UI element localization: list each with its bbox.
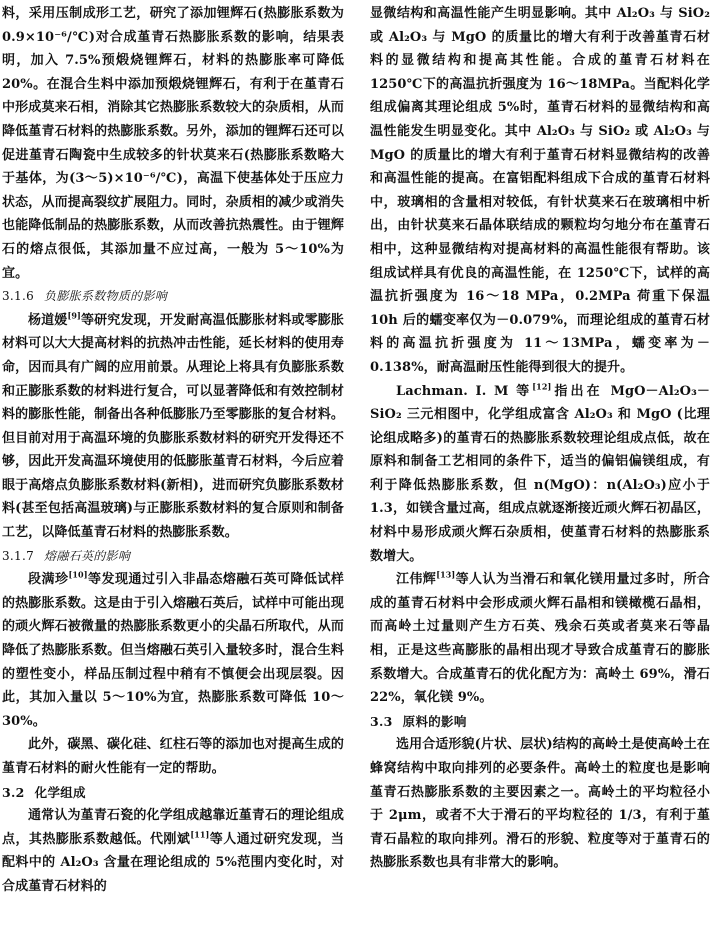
subsection-heading: [2, 545, 344, 569]
body-paragraph: 江伟辉[13]等人认为当滑石和氧化镁用量过多时，所合成的堇青石材料中会形成顽火辉石晶相和镁橄榄石晶相，而高岭土过量则产生方石英、残余石英或者莫来石等晶相，正是这些高膨胀的晶相出现才导致合成堇青石的膨胀系数增大。合成堇青石的优化配方为：高岭土 69%，滑石 22%，氧化镁 9%。: [370, 569, 710, 706]
citation-marker: [10]: [68, 569, 88, 580]
body-paragraph: 通常认为堇青石瓷的化学组成越靠近堇青石的理论组成点，其热膨胀系数越低。代刚斌[11]等人通过研究发现，当配料中的 Al₂O₃ 含量在理论组成的 5%范围内变化时，对合成堇青石材料的: [2, 808, 344, 894]
citation-marker: [11]: [190, 829, 210, 840]
heading-number: 3.2: [2, 784, 25, 800]
body-paragraph: 段满珍[10]等发现通过引入非晶态熔融石英可降低试样的热膨胀系数。这是由于引入熔融石英后，试样中可能出现的顽火辉石被微量的热膨胀系数更小的尖晶石所取代，从而降低了热膨胀系数。但当熔融石英引入量较多时，混合生料的塑性变小，样品压制过程中稍有不慎便会出现层裂。因此，其加入量以 5～10%为宜，热膨胀系数可降低 10～30%。: [2, 569, 344, 729]
body-paragraph: 显微结构和高温性能产生明显影响。其中 Al₂O₃ 与 SiO₂ 或 Al₂O₃ 与 MgO 的质量比的增大有利于改善堇青石材料的显微结构和提高其性能。合成的堇青石材料在 1250℃下的高温抗折强度为 16～18MPa。当配料化学组成偏离其理论组成 5%时，堇青石材料的显微结构和高温性能发生明显变化。其中 Al₂O₃ 与 SiO₂ 或 Al₂O₃ 与 MgO 的质量比的增大有利于堇青石材料显微结构的改善和高温性能的提高。在富铝配料组成下合成的堇青石材料中，玻璃相的含量相对较低，有针状莫来石在玻璃相中析出，由针状莫来石晶体联结成的颗粒均匀地分布在堇青石相中，这种显微结构对提高材料的高温性能很有帮助。该组成试样具有优良的高温性能，在 1250℃下，试样的高温抗折强度为 16～18 MPa，0.2MPa 荷重下保温 10h 后的蠕变率仅为－0.079%，而理论组成的堇青石材料的高温抗折强度为 11～13MPa，蠕变率为－0.138%，耐高温耐压性能得到很大的提升。: [370, 6, 710, 375]
heading-number: 3.1.6: [2, 289, 35, 304]
heading-title: 化学组成: [34, 784, 86, 800]
right-column: [370, 2, 710, 938]
subsection-heading: [2, 285, 344, 309]
heading-title: 原料的影响: [402, 713, 467, 729]
left-column: [2, 2, 344, 938]
body-paragraph: 此外，碳黑、碳化硅、红柱石等的添加也对提高生成的堇青石材料的耐火性能有一定的帮助。: [2, 737, 344, 776]
citation-marker: [9]: [67, 310, 81, 321]
body-paragraph: 杨道媛[9]等研究发现，开发耐高温低膨胀材料或零膨胀材料可以大大提高材料的抗热冲击性能，延长材料的使用寿命，因而具有广阔的应用前景。从理论上将具有负膨胀系数和正膨胀系数的材料进行复合，可以显著降低和有效控制材料的膨胀性能，制备出各种低膨胀乃至零膨胀的复合材料。但目前对用于高温环境的负膨胀系数材料的研究开发得还不够，因此开发高温环境使用的低膨胀堇青石材料，今后应着眼于高熔点负膨胀系数材料(新相)，进而研究负膨胀系数材料(甚至包括高温玻璃)与正膨胀系数材料的复合原则和制备工艺，以降低堇青石材料的热膨胀系数。: [2, 310, 344, 541]
heading-number: 3.1.7: [2, 548, 35, 563]
section-heading: [2, 781, 344, 805]
heading-number: 3.3: [370, 713, 393, 729]
citation-marker: [13]: [436, 569, 456, 580]
section-heading: [370, 710, 710, 734]
heading-title: 负膨胀系数物质的影响: [44, 289, 168, 304]
citation-marker: [12]: [532, 381, 552, 392]
body-paragraph: Lachman. I. M 等[12]指出在 MgO－Al₂O₃－SiO₂ 三元相图中，化学组成富含 Al₂O₃ 和 MgO (比理论组成略多)的堇青石的热膨胀系数较理论组成点低，故在原料和制备工艺相同的条件下，适当的偏铝偏镁组成，有利于降低热膨胀系数，但 n(MgO)：n(Al₂O₃)应小于 1.3，如镁含量过高，组成点就逐渐接近顽火辉石初晶区，材料中易形成顽火辉石杂质相，使堇青石材料的热膨胀系数增大。: [370, 381, 710, 564]
body-paragraph: 料，采用压制成形工艺，研究了添加锂辉石(热膨胀系数为 0.9×10⁻⁶/℃)对合成堇青石热膨胀系数的影响，结果表明，加入 7.5%预煅烧锂辉石，材料的热膨胀率可降低 20%。在混合生料中添加预煅烧锂辉石，有利于在堇青石中形成莫来石相，消除其它热膨胀系数较大的杂质相，从而降低堇青石材料的热膨胀系数。另外，添加的锂辉石还可以促进堇青石陶瓷中生成较多的针状莫来石(热膨胀系数略大于基体，为(3～5)×10⁻⁶/℃)，高温下使基体处于压应力状态，从而提高裂纹扩展阻力。同时，杂质相的减少或消失也能降低制品的热膨胀系数，从而改善抗热震性。由于锂辉石的熔点很低，其添加量不应过高，一般为 5～10%为宜。: [2, 6, 344, 281]
heading-title: 熔融石英的影响: [44, 548, 131, 563]
body-paragraph: 选用合适形貌(片状、层状)结构的高岭土是使高岭土在蜂窝结构中取向排列的必要条件。高岭土的粒度也是影响堇青石热膨胀系数的主要因素之一。高岭土的平均粒径小于 2μm，或者不大于滑石的平均粒径的 1/3，有利于堇青石晶粒的取向排列。滑石的形貌、粒度等对于堇青石的热膨胀系数也具有非常大的影响。: [370, 737, 710, 871]
